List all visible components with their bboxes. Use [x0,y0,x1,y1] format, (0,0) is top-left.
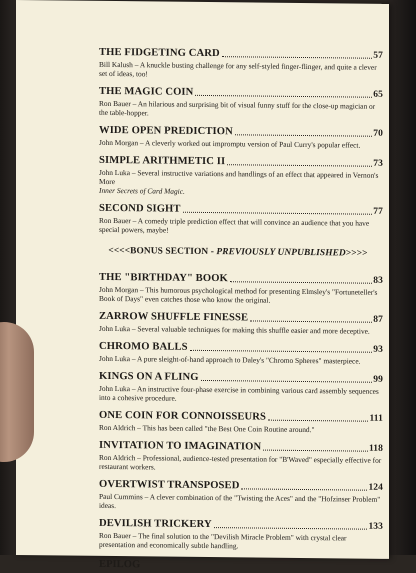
toc-entry-chromo-balls [99,341,383,366]
entry-title: ZARROW SHUFFLE FINESSE [99,310,249,324]
toc-entry-fidgeting-card [99,47,383,81]
entry-title: CHROMO BALLS [99,340,188,353]
entry-page: 124 [368,482,383,493]
leader-dots [263,449,368,452]
entry-description: John Morgan – This humorous psychological method for presenting Elmsley's "Fortuneteller's Book of Days" even catches those who know the original. [99,284,378,305]
toc-entry-zarrow-shuffle [99,311,383,336]
leader-dots [183,211,373,215]
entry-description: Bill Kalush – A knuckle busting challenge for any self-styled finger-flinger, and quite a clever set of ideas, too! [99,59,377,79]
thumb [0,322,34,462]
leader-dots [201,379,373,383]
toc-entry-second-sight [99,203,383,237]
entry-title: WIDE OPEN PREDICTION [99,124,233,138]
toc-entry-kings-on-a-fling [99,371,383,405]
entry-page: 111 [369,413,383,424]
entry-title: THE "BIRTHDAY" BOOK [99,271,228,285]
entry-page: 133 [368,521,383,532]
entry-description: Ron Bauer – An hilarious and surprising bit of visual funny stuff for the close-up magician or the table-hopper. [99,98,376,118]
leader-dots [268,419,368,422]
entry-description: Ron Bauer – The final solution to the "Devilish Miracle Problem" with crystal clear presentation and economically subtle handling. [99,530,347,551]
leader-dots [230,280,372,283]
entry-description: Paul Cummins – A clever combination of the "Twisting the Aces" and the "Hofzinser Problem" ideas. [99,491,381,511]
epilog-heading: EPILOG [99,558,141,571]
toc-entry-simple-arithmetic [99,155,383,198]
entry-title: DEVILISH TRICKERY [99,517,212,531]
entry-description: John Luka – An instructive four-phase exercise in combining various card assembly sequences into a cohesive procedure. [99,383,379,403]
entry-title: SECOND SIGHT [99,202,181,215]
toc-entry-one-coin [99,410,383,435]
toc-entry-magic-coin [99,86,383,120]
leader-dots [235,133,372,136]
leader-dots [227,163,372,167]
entry-description: John Luka – A pure sleight-of-hand approach to Daley's "Chromo Spheres" masterpiece. [99,353,361,366]
entry-description: Ron Bauer – A comedy triple prediction effect that will convince an audience that you have special powers, maybe! [99,215,370,235]
leader-dots [190,349,373,353]
entry-description: Ron Aldrich – Professional, audience-tested presentation for "B'Waved" especially effective for restaurant workers. [99,452,382,472]
entry-page: 93 [373,344,383,355]
table-of-contents [99,47,383,573]
entry-title: THE MAGIC COIN [99,85,194,98]
entry-page: 73 [373,158,383,169]
book-title-italic: Inner Secrets of Card Magic. [99,185,185,196]
entry-page: 99 [373,374,383,385]
bonus-section-heading: <<<<BONUS SECTION - PREVIOUSLY UNPUBLISHED>>>> [108,245,368,259]
entry-title: KINGS ON A FLING [99,370,199,383]
entry-description: Ron Aldrich – This has been called "the Best One Coin Routine around." [99,422,315,435]
toc-entry-wide-open-prediction [99,125,383,150]
leader-dots [195,94,372,98]
entry-page: 83 [373,275,383,286]
entry-page: 65 [373,89,383,100]
entry-title: INVITATION TO IMAGINATION [99,439,262,453]
entry-description: John Luka – Several valuable techniques for making this shuffle easier and more deceptive. [99,323,370,336]
toc-entry-devilish-trickery [99,518,383,552]
book-page [16,0,389,571]
leader-dots [222,55,373,59]
entry-page: 87 [373,314,383,325]
toc-entry-birthday-book [99,272,383,306]
entry-title: OVERTWIST TRANSPOSED [99,478,240,492]
entry-page: 118 [368,443,383,454]
leader-dots [241,487,367,490]
entry-page: 57 [373,50,383,61]
entry-description: John Morgan – A cleverly worked out impromptu version of Paul Curry's popular effect. [99,137,361,150]
entry-title: SIMPLE ARITHMETIC II [99,154,226,168]
entry-title: ONE COIN FOR CONNOISSEURS [99,409,267,423]
toc-entry-overtwist [99,479,383,513]
entry-page: 70 [373,128,383,139]
background-right [386,0,416,555]
leader-dots [250,319,372,322]
leader-dots [214,526,368,530]
entry-title: THE FIDGETING CARD [99,46,220,60]
toc-entry-invitation [99,440,383,474]
entry-description: John Luka – Several instructive variations and handlings of an effect that appeared in Vernon's More Inner Secrets of Card Magic. [99,167,379,196]
entry-page: 77 [373,206,383,217]
